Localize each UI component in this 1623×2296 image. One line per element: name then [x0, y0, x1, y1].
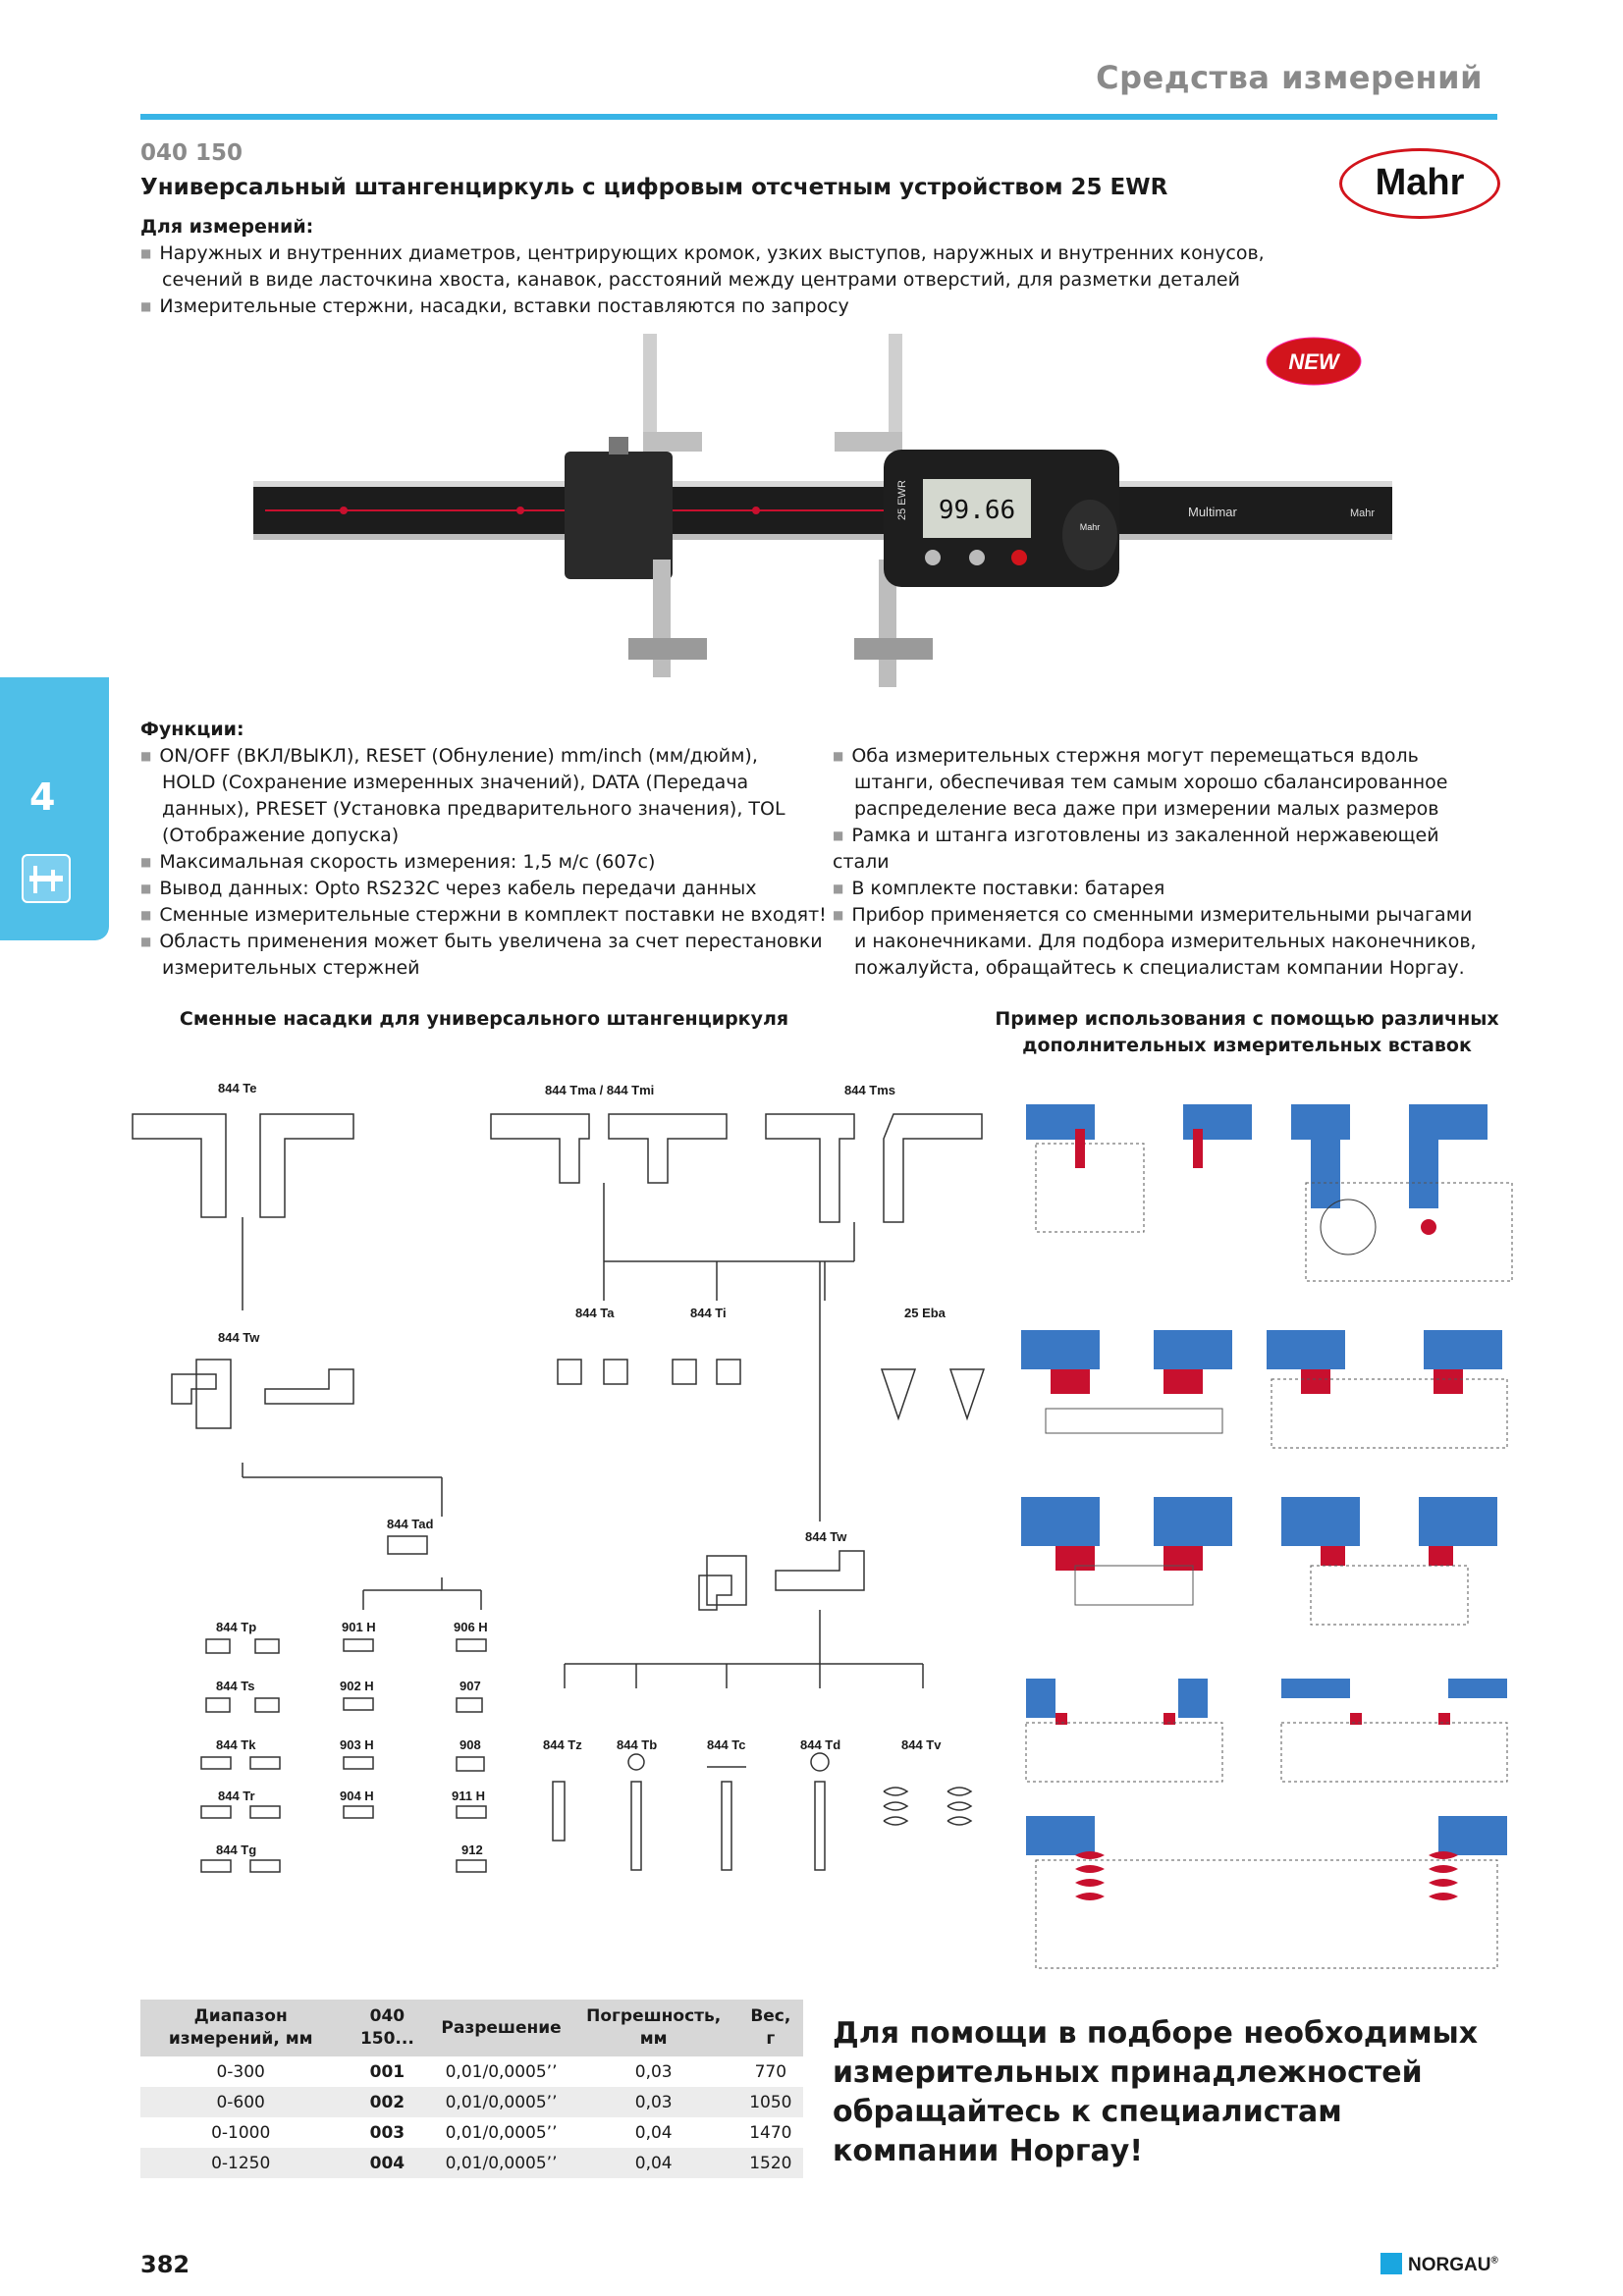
label-906-h: 906 H	[454, 1620, 488, 1634]
caliper-icon	[22, 854, 71, 903]
svg-text:Mahr: Mahr	[1079, 522, 1101, 532]
label-912: 912	[461, 1842, 483, 1857]
cell-article: 004	[341, 2148, 433, 2178]
header-weight: Вес, г	[738, 2000, 803, 2056]
functions-left	[140, 717, 828, 982]
table-row	[140, 2056, 803, 2087]
label-844-tz: 844 Tz	[543, 1737, 582, 1752]
spec-table	[140, 2000, 803, 2178]
function-item-cont: распределение веса даже при измерении малых размеров	[854, 798, 1439, 820]
function-item-cont: (Отображение допуска)	[162, 825, 400, 846]
usage-heading: Для измерений:	[140, 216, 314, 238]
cell-article: 003	[369, 2122, 406, 2143]
usage-item: ■ Наружных и внутренних диаметров, центрирующих кромок, узких выступов, наружных и внутренних конусов,	[140, 240, 1319, 267]
label-908: 908	[460, 1737, 481, 1752]
new-badge	[1267, 338, 1361, 385]
diagram-caption: Сменные насадки для универсального штангенциркуля	[179, 1008, 789, 1030]
cell-accuracy: 0,04	[569, 2148, 738, 2178]
label-844-tv: 844 Tv	[901, 1737, 942, 1752]
label-844-tma: 844 Tma / 844 Tmi	[545, 1083, 655, 1097]
function-item: ■ Максимальная скорость измерения: 1,5 м/с (607с)	[140, 849, 828, 876]
example-row-5	[1026, 1816, 1507, 1968]
example-row-3	[1021, 1497, 1497, 1625]
svg-text:NEW: NEW	[1288, 349, 1339, 374]
cell-range: 0-600	[140, 2087, 341, 2117]
function-item-cont: данных), PRESET (Установка предварительного значения), TOL	[162, 798, 785, 820]
function-item: ■ Сменные измерительные стержни в комплект поставки не входят!	[140, 902, 828, 929]
cell-resolution: 0,01/0,0005’’	[433, 2148, 568, 2178]
function-item: ■ Вывод данных: Opto RS232C через кабель передачи данных	[140, 876, 828, 902]
function-item-cont: штанги, обеспечивая тем самым хорошо сбалансированное	[854, 772, 1448, 793]
header-range: Диапазон измерений, мм	[140, 2000, 341, 2056]
label-902-h: 902 H	[340, 1679, 374, 1693]
svg-text:Mahr: Mahr	[1350, 507, 1376, 519]
cell-range: 0-1000	[211, 2122, 271, 2143]
label-844-tc: 844 Tc	[707, 1737, 746, 1752]
label-844-ts: 844 Ts	[216, 1679, 255, 1693]
cell-resolution: 0,01/0,0005’’	[433, 2087, 568, 2117]
chapter-number: 4	[29, 775, 56, 819]
spec-header-row	[140, 2000, 803, 2056]
examples-illustration	[1016, 1085, 1517, 1988]
functions-right	[833, 743, 1500, 982]
function-item: ■ Прибор применяется со сменными измерительными рычагами	[833, 902, 1500, 929]
label-844-tw-2: 844 Tw	[805, 1529, 847, 1544]
product-title: Универсальный штангенциркуль с цифровым отсчетным устройством 25 EWR	[140, 175, 1168, 200]
table-row	[140, 2117, 803, 2148]
function-item: ■ ON/OFF (ВКЛ/ВЫКЛ), RESET (Обнуление) mm/inch (мм/дюйм),	[140, 743, 828, 770]
table-row	[140, 2087, 803, 2117]
cell-weight: 770	[754, 2061, 787, 2082]
label-903-h: 903 H	[340, 1737, 374, 1752]
label-844-tad: 844 Tad	[387, 1517, 434, 1531]
cell-article: 002	[341, 2087, 433, 2117]
label-844-tr: 844 Tr	[218, 1789, 255, 1803]
label-844-tms: 844 Tms	[844, 1083, 896, 1097]
header-accuracy: Погрешность, мм	[569, 2000, 738, 2056]
model-label: 25 EWR	[896, 480, 908, 520]
cell-accuracy: 0,04	[634, 2122, 673, 2143]
cell-range: 0-1250	[140, 2148, 341, 2178]
examples-caption: Пример использования с помощью различных дополнительных измерительных вставок	[995, 1008, 1499, 1056]
mahr-logo: Mahr	[1339, 148, 1500, 219]
function-item-cont: измерительных стержней	[162, 957, 420, 979]
function-item: ■ Рамка и штанга изготовлены из закаленной нержавеющей стали	[833, 823, 1500, 876]
label-904-h: 904 H	[340, 1789, 374, 1803]
table-row	[140, 2148, 803, 2178]
lcd-reading: 99.66	[938, 496, 1016, 525]
page-number: 382	[140, 2251, 190, 2278]
label-25-eba: 25 Eba	[904, 1306, 946, 1320]
norgau-logo: NORGAU®	[1380, 2253, 1498, 2276]
label-901-h: 901 H	[342, 1620, 376, 1634]
label-844-tk: 844 Tk	[216, 1737, 256, 1752]
label-844-ti: 844 Ti	[690, 1306, 727, 1320]
label-844-tb: 844 Tb	[617, 1737, 658, 1752]
label-907: 907	[460, 1679, 481, 1693]
label-844-ta: 844 Ta	[575, 1306, 615, 1320]
function-item-cont: HOLD (Сохранение измеренных значений), DATA (Передача	[162, 772, 749, 793]
example-row-4	[1026, 1679, 1507, 1782]
cell-article: 001	[369, 2061, 406, 2082]
example-row-1	[1026, 1104, 1512, 1281]
function-item: ■ Оба измерительных стержня могут перемещаться вдоль	[833, 743, 1500, 770]
caliper-image	[245, 334, 1404, 707]
label-844-te: 844 Te	[218, 1081, 257, 1095]
usage-block	[140, 214, 1319, 320]
cell-resolution: 0,01/0,0005’’	[445, 2061, 558, 2082]
function-item: ■ Область применения может быть увеличена за счет перестановки	[140, 929, 828, 955]
accessory-diagram	[118, 1075, 1001, 1899]
article-number: 040 150	[140, 140, 243, 166]
header-article: 040 150...	[341, 2000, 433, 2056]
label-911-h: 911 H	[452, 1789, 485, 1803]
label-844-td: 844 Td	[800, 1737, 841, 1752]
cell-accuracy: 0,03	[634, 2061, 673, 2082]
cell-resolution: 0,01/0,0005’’	[445, 2122, 558, 2143]
function-item-cont: и наконечниками. Для подбора измерительных наконечников,	[854, 931, 1477, 952]
usage-item: ■ Измерительные стержни, насадки, вставки поставляются по запросу	[140, 294, 1319, 320]
example-row-2	[1021, 1330, 1507, 1448]
functions-heading: Функции:	[140, 719, 244, 740]
help-callout: Для помощи в подборе необходимых измерительных принадлежностей обращайтесь к специалистам компании Норгау!	[833, 2016, 1479, 2168]
cell-weight: 1050	[738, 2087, 803, 2117]
header-resolution: Разрешение	[433, 2000, 568, 2056]
usage-item-cont: сечений в виде ласточкина хвоста, канавок, расстояний между центрами отверстий, для разметки деталей	[162, 269, 1240, 291]
function-item: ■ В комплекте поставки: батарея	[833, 876, 1500, 902]
norgau-square-icon	[1380, 2253, 1402, 2274]
section-title: Средства измерений	[1096, 59, 1483, 96]
header-rule	[140, 114, 1497, 120]
label-844-tg: 844 Tg	[216, 1842, 257, 1857]
function-item-cont: пожалуйста, обращайтесь к специалистам компании Норгау.	[854, 957, 1465, 979]
cell-weight: 1470	[749, 2122, 792, 2143]
cell-weight: 1520	[738, 2148, 803, 2178]
cell-range: 0-300	[216, 2061, 265, 2082]
scale-label: Multimar	[1188, 505, 1237, 519]
label-844-tw: 844 Tw	[218, 1330, 260, 1345]
label-844-tp: 844 Tp	[216, 1620, 257, 1634]
cell-accuracy: 0,03	[569, 2087, 738, 2117]
